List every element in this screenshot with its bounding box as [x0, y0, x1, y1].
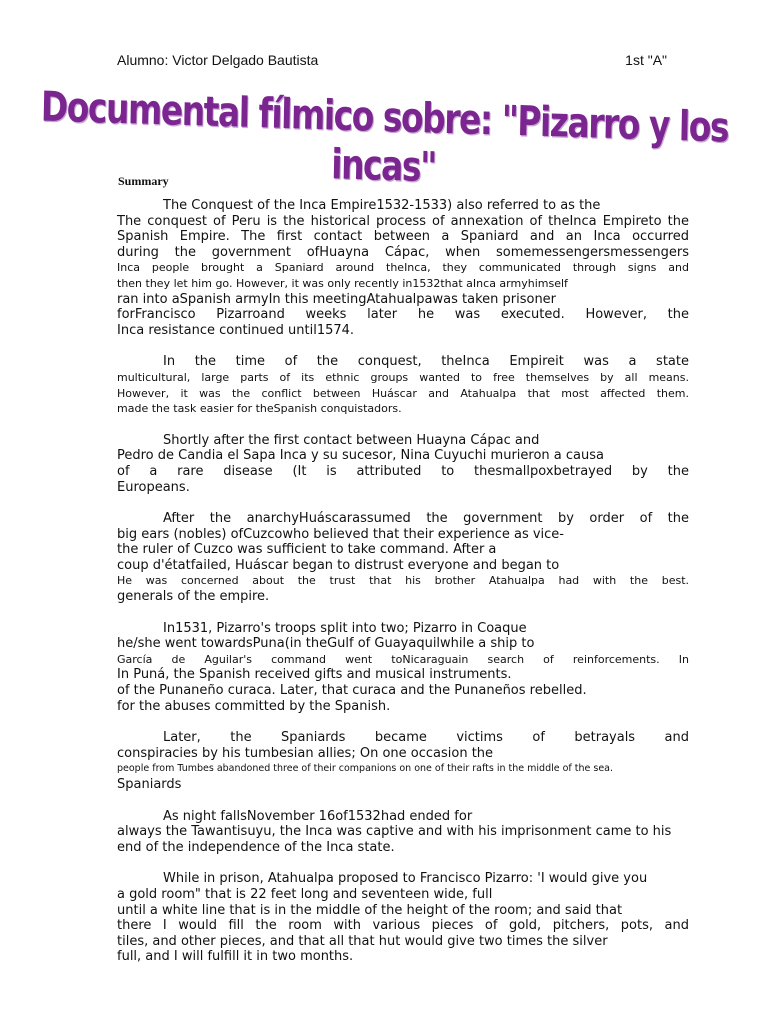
text-line: Shortly after the first contact between Huayna Cápac and [163, 432, 540, 448]
text-line: a gold room" that is 22 feet long and seventeen wide, full [117, 886, 493, 902]
text-line: Europeans. [117, 479, 190, 495]
paragraph [117, 433, 689, 495]
text-line: coup d'étatfailed, Huáscar began to distrust everyone and began to [117, 557, 560, 573]
paragraph [117, 871, 689, 965]
text-line: of the Punaneño curaca. Later, that curaca and the Punaneños rebelled. [117, 683, 587, 699]
text-line: multicultural, large parts of its ethnic groups wanted to free themselves by all means. [117, 370, 689, 384]
text-line: big ears (nobles) ofCuzcowho believed that their experience as vice- [117, 526, 564, 542]
text-line: until a white line that is in the middle of the height of the room; and said that [117, 902, 623, 918]
text-line: He was concerned about the trust that his brother Atahualpa had with the best. [117, 574, 689, 588]
text-line: people from Tumbes abandoned three of their companions on one of their rafts in the middle of the sea. [117, 763, 614, 775]
text-line: In1531, Pizarro's troops split into two; Pizarro in Coaque [163, 620, 527, 636]
text-line: However, it was the conflict between Huáscar and Atahualpa that most affected them. [117, 386, 689, 400]
document-header [117, 52, 667, 72]
text-line: While in prison, Atahualpa proposed to Francisco Pizarro: 'I would give you [163, 871, 648, 887]
text-line: the ruler of Cuzco was sufficient to take command. After a [117, 542, 497, 558]
text-line: Spaniards [117, 777, 182, 792]
student-grade: 1st "A" [625, 52, 667, 68]
text-line: forFrancisco Pizarroand weeks later he was executed. However, the [117, 307, 689, 323]
text-line: there I would fill the room with various pieces of gold, pitchers, pots, and [117, 918, 689, 934]
text-line: end of the independence of the Inca state. [117, 839, 395, 855]
text-line: he/she went towardsPuna(in theGulf of Guayaquilwhile a ship to [117, 636, 535, 652]
text-line: The Conquest of the Inca Empire1532-1533) also referred to as the [163, 198, 601, 213]
text-line: full, and I will fulfill it in two months. [117, 949, 354, 965]
text-line: conspiracies by his tumbesian allies; On one occasion the [117, 745, 494, 761]
text-line: Pedro de Candia el Sapa Inca y su sucesor, Nina Cuyuchi murieron a causa [117, 448, 604, 464]
paragraph [117, 511, 689, 605]
summary-heading: Summary [118, 174, 169, 188]
text-line: for the abuses committed by the Spanish. [117, 698, 391, 714]
student-name: Alumno: Victor Delgado Bautista [117, 52, 319, 68]
text-line: Later, the Spaniards became victims of betrayals and [163, 730, 689, 746]
text-line: of a rare disease (It is attributed to thesmallpoxbetrayed by the [117, 463, 689, 479]
text-line: always the Tawantisuyu, the Inca was captive and with his imprisonment came to his [117, 824, 672, 840]
document-body [117, 198, 689, 981]
text-line: As night fallsNovember 16of1532had ended for [163, 808, 473, 824]
paragraph [117, 354, 689, 416]
text-line: generals of the empire. [117, 589, 270, 605]
paragraph [117, 730, 689, 792]
document-title: Documental fílmico sobre: "Pizarro y los incas" [40, 81, 729, 192]
text-line: then they let him go. However, it was only recently in1532that aInca armyhimself [117, 276, 568, 290]
text-line: made the task easier for theSpanish conquistadors. [117, 402, 402, 416]
text-line: ran into aSpanish armyIn this meetingAtahualpawas taken prisoner [117, 291, 557, 307]
text-line: during the government ofHuayna Cápac, when somemessengersmessengers [117, 244, 689, 260]
paragraph [117, 621, 689, 715]
paragraph [117, 198, 689, 338]
text-line: The conquest of Peru is the historical process of annexation of theInca Empireto the [117, 213, 689, 229]
text-line: tiles, and other pieces, and that all that hut would give two times the silver [117, 933, 608, 949]
text-line: Spanish Empire. The first contact between a Spaniard and an Inca occurred [117, 229, 689, 245]
text-line: In the time of the conquest, theInca Empireit was a state [163, 354, 689, 370]
paragraph [117, 809, 689, 856]
text-line: After the anarchyHuáscarassumed the government by order of the [163, 511, 689, 527]
text-line: In Puná, the Spanish received gifts and musical instruments. [117, 667, 512, 683]
text-line: Inca people brought a Spaniard around theInca, they communicated through signs and [117, 261, 689, 275]
text-line: García de Aguilar's command went toNicaraguain search of reinforcements. In [117, 652, 689, 666]
text-line: Inca resistance continued until1574. [117, 322, 355, 338]
